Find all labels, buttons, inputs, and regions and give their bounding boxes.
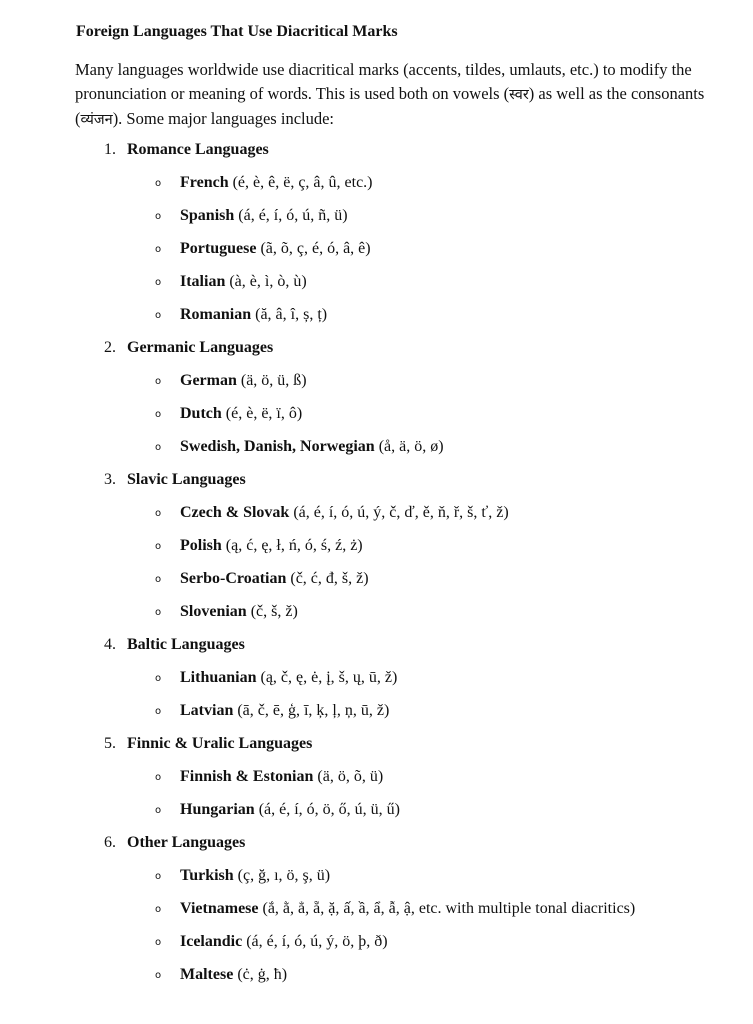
diacritic-list: (å, ä, ö, ø) [374,438,444,455]
diacritic-list: (é, è, ë, ï, ô) [221,405,303,422]
language-item [155,240,371,258]
diacritic-list: (č, ć, đ, š, ž) [286,570,369,587]
category-number: 6. [104,834,116,851]
category-number: 3. [104,471,116,488]
bullet-icon: o [155,409,162,420]
language-name: Polish [180,537,222,554]
language-item [155,702,389,720]
diacritic-list: (ą, č, ę, ė, į, š, ų, ū, ž) [256,669,398,686]
bullet-icon: o [155,376,162,387]
bullet-icon: o [155,904,162,915]
bullet-icon: o [155,211,162,222]
language-name: Icelandic [180,933,243,950]
category-name: Baltic Languages [127,636,245,653]
bullet-icon: o [155,442,162,453]
language-item [155,966,287,984]
category-name: Romance Languages [127,141,269,158]
language-name: German [180,372,237,389]
diacritic-list: (č, š, ž) [246,603,298,620]
category-name: Other Languages [127,834,246,851]
category-heading [104,471,246,489]
language-name: Latvian [180,702,234,719]
bullet-icon: o [155,244,162,255]
language-item [155,537,363,555]
intro-text-2: ) as well as the consonants ( [75,84,705,128]
diacritic-list: (ä, ö, ü, ß) [236,372,307,389]
language-item [155,438,444,456]
diacritic-list: (ă, â, î, ș, ț) [251,306,328,323]
language-item [155,306,327,324]
category-number: 5. [104,735,116,752]
language-item [155,669,397,687]
language-name: Slovenian [180,603,247,620]
category-heading [104,735,312,753]
diacritic-list: (ç, ğ, ı, ö, ş, ü) [233,867,331,884]
bullet-icon: o [155,310,162,321]
language-name: French [180,174,229,191]
language-item [155,207,348,225]
language-name: Portuguese [180,240,257,257]
bullet-icon: o [155,607,162,618]
language-name: Vietnamese [180,900,259,917]
intro-paragraph [75,58,733,132]
diacritic-list: (ą, ć, ę, ł, ń, ó, ś, ź, ż) [221,537,363,554]
language-item [155,504,509,522]
bullet-icon: o [155,541,162,552]
category-name: Slavic Languages [127,471,246,488]
bullet-icon: o [155,277,162,288]
category-number: 2. [104,339,116,356]
language-item [155,768,383,786]
bullet-icon: o [155,178,162,189]
language-name: Lithuanian [180,669,257,686]
category-heading [104,141,269,159]
bullet-icon: o [155,772,162,783]
category-number: 4. [104,636,116,653]
language-name: Swedish, Danish, Norwegian [180,438,375,455]
language-item [155,900,635,918]
language-item [155,372,307,390]
language-name: Romanian [180,306,252,323]
category-number: 1. [104,141,116,158]
consonants-hindi-term: व्यंजन [80,112,113,128]
intro-text-3: ). Some major languages include: [112,109,335,128]
diacritic-list: (à, è, ì, ò, ù) [225,273,307,290]
language-name: Dutch [180,405,222,422]
bullet-icon: o [155,574,162,585]
bullet-icon: o [155,508,162,519]
language-name: Italian [180,273,226,290]
bullet-icon: o [155,673,162,684]
diacritic-list: (ắ, ằ, ẳ, ẵ, ặ, ấ, ầ, ẩ, ẫ, ậ, etc. with multiple tonal diacritics) [258,900,636,917]
intro-text-1: Many languages worldwide use diacritical marks (accents, tildes, umlauts, etc.) to modify the pronunciation or meaning of words. This is used both on vowels ( [75,60,692,103]
bullet-icon: o [155,871,162,882]
category-heading [104,636,245,654]
diacritic-list: (á, é, í, ó, ö, ő, ú, ü, ű) [254,801,400,818]
document-title: Foreign Languages That Use Diacritical Marks [76,23,398,40]
category-name: Germanic Languages [127,339,274,356]
diacritic-list: (ċ, ġ, ħ) [233,966,288,983]
language-name: Finnish & Estonian [180,768,314,785]
language-item [155,405,302,423]
language-item [155,603,298,621]
category-name: Finnic & Uralic Languages [127,735,313,752]
bullet-icon: o [155,805,162,816]
language-item [155,273,307,291]
category-heading [104,339,273,357]
language-item [155,933,388,951]
bullet-icon: o [155,937,162,948]
diacritic-list: (á, é, í, ó, ú, ñ, ü) [234,207,348,224]
language-name: Czech & Slovak [180,504,290,521]
language-item [155,801,400,819]
language-name: Spanish [180,207,235,224]
bullet-icon: o [155,706,162,717]
diacritic-list: (é, è, ê, ë, ç, â, û, etc.) [228,174,373,191]
language-name: Maltese [180,966,234,983]
language-name: Turkish [180,867,234,884]
language-name: Serbo-Croatian [180,570,287,587]
bullet-icon: o [155,970,162,981]
category-heading [104,834,245,852]
diacritic-list: (á, é, í, ó, ú, ý, ö, þ, ð) [242,933,388,950]
diacritic-list: (ä, ö, õ, ü) [313,768,384,785]
diacritic-list: (á, é, í, ó, ú, ý, č, ď, ě, ň, ř, š, ť, ž) [289,504,509,521]
diacritic-list: (ā, č, ē, ģ, ī, ķ, ļ, ņ, ū, ž) [233,702,390,719]
diacritic-list: (ã, õ, ç, é, ó, â, ê) [256,240,371,257]
vowels-hindi-term: स्वर [509,87,529,103]
language-item [155,867,330,885]
language-item [155,174,373,192]
language-name: Hungarian [180,801,255,818]
language-item [155,570,369,588]
